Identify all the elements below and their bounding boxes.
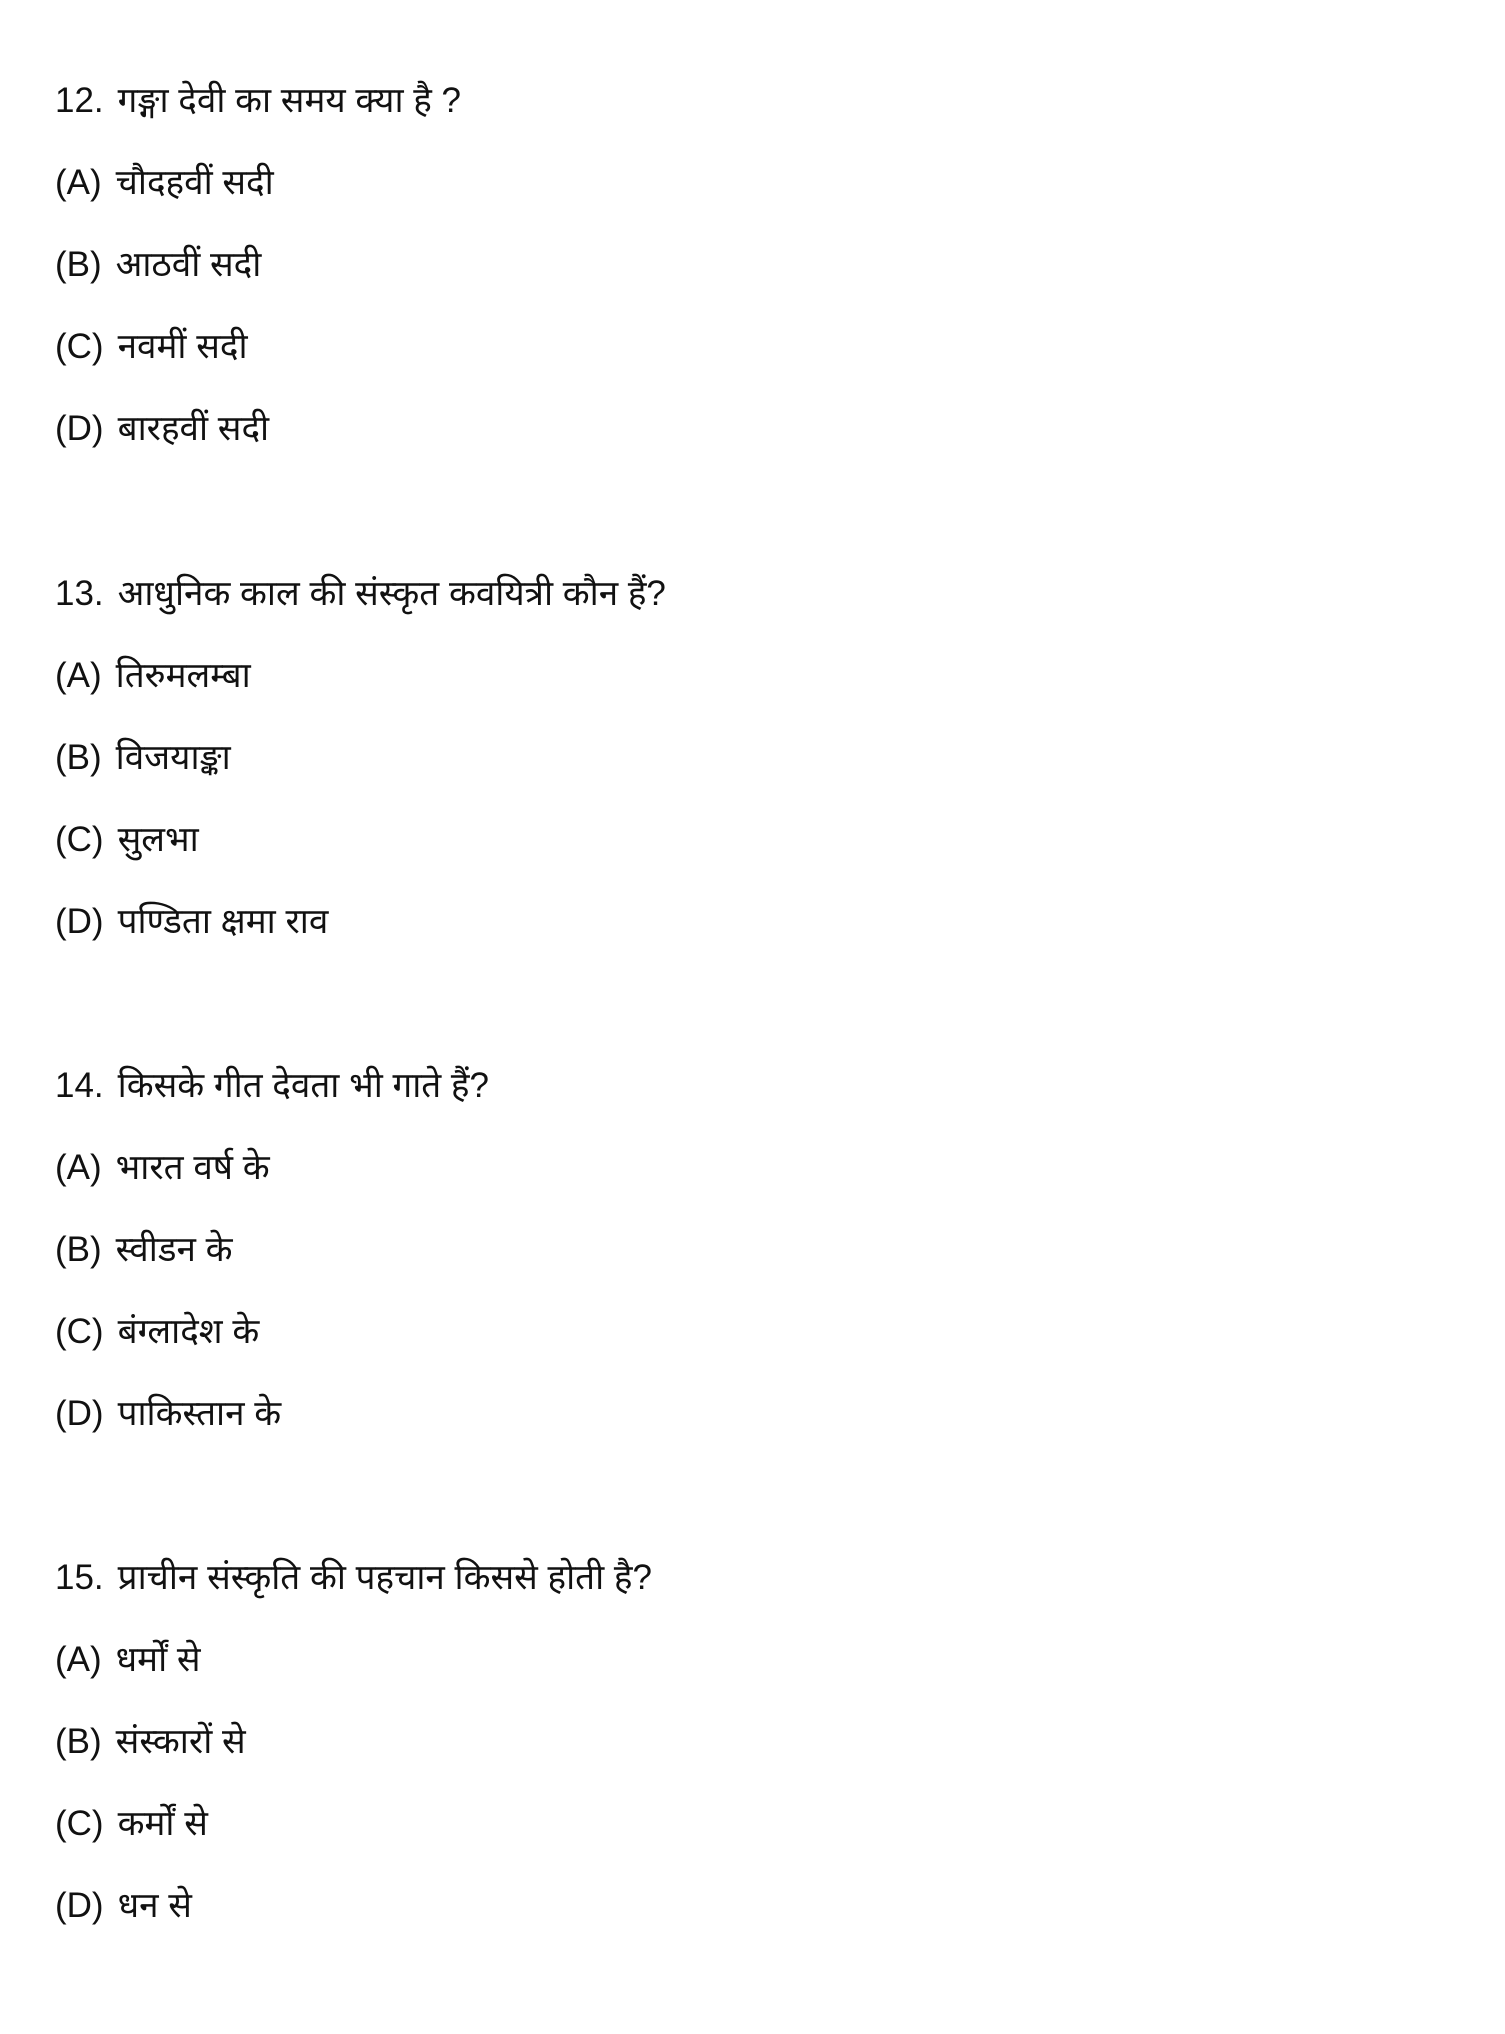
option-d [55, 900, 328, 944]
option-d [55, 1392, 281, 1436]
option-c [55, 1802, 208, 1846]
option-b [55, 243, 261, 287]
question-stem: किसके गीत देवता भी गाते हैं? [117, 1066, 489, 1105]
option-text: बारहवीं सदी [117, 409, 270, 448]
option-text: स्वीडन के [115, 1230, 233, 1269]
option-text: नवमीं सदी [117, 327, 248, 366]
option-label: (A) [55, 1148, 102, 1187]
option-text: पाकिस्तान के [117, 1394, 282, 1433]
option-text: बंग्लादेश के [117, 1312, 260, 1351]
option-text: धन से [117, 1886, 192, 1925]
option-label: (D) [55, 1886, 104, 1925]
option-a [55, 654, 251, 698]
question-text [55, 1064, 489, 1108]
option-text: धर्मों से [115, 1640, 201, 1679]
option-c [55, 325, 248, 369]
question-number: 15. [55, 1558, 104, 1597]
option-label: (C) [55, 1312, 104, 1351]
option-b [55, 1228, 233, 1272]
option-d [55, 1884, 192, 1928]
option-label: (B) [55, 1722, 102, 1761]
option-label: (A) [55, 163, 102, 202]
option-label: (B) [55, 245, 102, 284]
option-label: (C) [55, 1804, 104, 1843]
option-text: तिरुमलम्बा [115, 656, 251, 695]
option-label: (A) [55, 656, 102, 695]
question-text [55, 79, 461, 123]
option-text: आठवीं सदी [115, 245, 262, 284]
option-text: सुलभा [117, 820, 199, 859]
option-label: (D) [55, 1394, 104, 1433]
option-a [55, 1638, 201, 1682]
question-number: 12. [55, 81, 104, 120]
option-b [55, 1720, 246, 1764]
option-d [55, 407, 269, 451]
option-c [55, 1310, 259, 1354]
question-text [55, 572, 666, 616]
option-a [55, 1146, 270, 1190]
option-text: भारत वर्ष के [115, 1148, 270, 1187]
option-label: (A) [55, 1640, 102, 1679]
option-text: पण्डिता क्षमा राव [117, 902, 329, 941]
option-c [55, 818, 199, 862]
option-label: (B) [55, 1230, 102, 1269]
question-stem: गङ्गा देवी का समय क्या है ? [117, 81, 462, 120]
option-label: (D) [55, 902, 104, 941]
question-text [55, 1556, 652, 1600]
option-label: (C) [55, 327, 104, 366]
option-label: (C) [55, 820, 104, 859]
option-text: विजयाङ्का [115, 738, 231, 777]
option-label: (D) [55, 409, 104, 448]
option-label: (B) [55, 738, 102, 777]
question-stem: आधुनिक काल की संस्कृत कवयित्री कौन हैं? [117, 574, 666, 613]
question-number: 13. [55, 574, 104, 613]
question-number: 14. [55, 1066, 104, 1105]
option-text: कर्मों से [117, 1804, 208, 1843]
option-text: चौदहवीं सदी [115, 163, 274, 202]
option-b [55, 736, 231, 780]
question-stem: प्राचीन संस्कृति की पहचान किससे होती है? [117, 1558, 652, 1597]
option-text: संस्कारों से [115, 1722, 246, 1761]
option-a [55, 161, 274, 205]
